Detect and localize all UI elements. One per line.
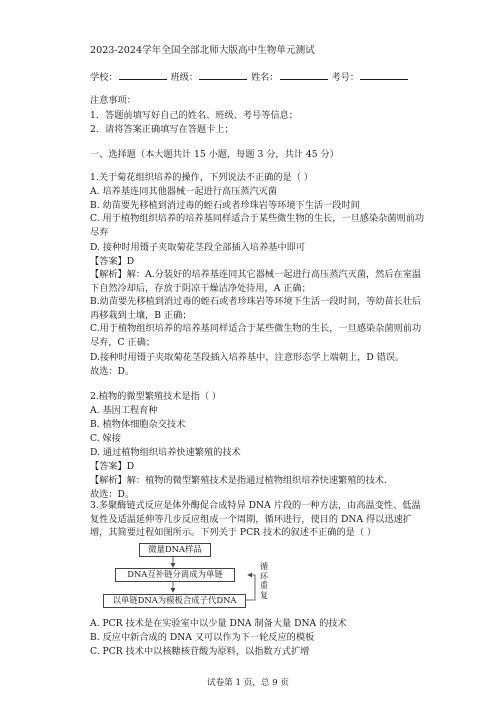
diagram-box-denature: DNA互补链分离成为单链 bbox=[115, 568, 235, 582]
q1-explanation-b: B.幼苗要先移植到消过毒的蛭石或者珍珠岩等环境下生活一段时间，等幼苗长壮后再移栽到土壤，B 正确； bbox=[90, 296, 422, 321]
student-info-line bbox=[90, 70, 409, 84]
q2-explanation: 【解析】解：植物的微型繁殖技术是指通过植物组织培养快速繁殖的技术． bbox=[90, 475, 394, 486]
notes-heading: 注意事项： bbox=[90, 95, 136, 106]
q2-conclusion: 故选：D。 bbox=[90, 489, 135, 500]
q3-stem: 3.多聚酶链式反应是体外酶促合成特异 DNA 片段的一种方法，由高温变性、低温复性及适温延伸等几步反应组成一个周期，循环进行，使目的 DNA 得以迅速扩增，其简要过程如图所示。下列关于 PCR 技术的叙述不正确的是（ ） bbox=[90, 500, 421, 538]
school-blank[interactable] bbox=[119, 70, 167, 80]
diagram-box-sample: 微量DNA样品 bbox=[139, 543, 211, 557]
q3-option-b: B. 反应中新合成的 DNA 又可以作为下一轮反应的模板 bbox=[90, 632, 315, 643]
q1-option-b: B. 幼苗要先移植到消过毒的蛭石或者珍珠岩等环境下生活一段时间 bbox=[90, 200, 360, 211]
name-blank[interactable] bbox=[280, 70, 328, 80]
q1-conclusion: 故选：D。 bbox=[90, 366, 135, 377]
loop-arrow bbox=[245, 575, 255, 600]
q2-option-a: A. 基因工程育种 bbox=[90, 405, 158, 416]
q1-option-a: A. 培养基连同其他器械一起进行高压蒸汽灭菌 bbox=[90, 186, 278, 197]
name-label: 姓名： bbox=[250, 72, 279, 83]
q1-option-c: C. 用于植物组织培养的培养基同样适合于某些微生物的生长，一旦感染杂菌则前功尽弃 bbox=[90, 213, 425, 238]
document-title: 2023-2024学年全国全部北师大版高中生物单元测试 bbox=[90, 45, 315, 56]
class-blank[interactable] bbox=[199, 70, 247, 80]
section-heading: 一、选择题（本大题共计 15 小题，每题 3 分，共计 45 分） bbox=[90, 149, 339, 160]
class-label: 班级： bbox=[170, 72, 199, 83]
diagram-box-synthesis: 以单链DNA为模板合成子代DNA bbox=[103, 594, 246, 608]
q1-stem: 1.关于菊花组织培养的操作，下列说法不正确的是（ ） bbox=[90, 172, 313, 183]
q1-option-d: D. 接种时用镊子夹取菊花茎段全部插入培养基中即可 bbox=[90, 242, 306, 253]
exam-no-blank[interactable] bbox=[360, 70, 408, 80]
q2-answer: 【答案】D bbox=[90, 461, 135, 472]
q2-option-b: B. 植物体细胞杂交技术 bbox=[90, 419, 186, 430]
q1-explanation-c: C.用于植物组织培养的培养基同样适合于某些微生物的生长，一旦感染杂菌则前功尽弃，C 正确； bbox=[90, 323, 422, 348]
school-label: 学校： bbox=[90, 72, 118, 83]
q2-option-c: C. 嫁接 bbox=[90, 433, 121, 444]
exam-no-label: 考号： bbox=[331, 72, 360, 83]
q3-option-c: C. PCR 技术中以核糖核苷酸为原料，以指数方式扩增 bbox=[90, 646, 310, 657]
pcr-flow-diagram bbox=[103, 543, 283, 609]
note-item-1: 1．答题前填写好自己的姓名、班级、考号等信息； bbox=[90, 110, 298, 121]
q2-stem: 2.植物的微型繁殖技术是指（ ） bbox=[90, 391, 222, 402]
q1-answer: 【答案】D bbox=[90, 256, 135, 267]
q1-explanation-a: 【解析】解：A.分装好的培养基连同其它器械一起进行高压蒸汽灭菌，然后在室温下自然冷却后，存放于阴凉干燥洁净处待用，A 正确； bbox=[90, 269, 422, 294]
q1-explanation-d: D.接种时用镊子夹取菊花茎段插入培养基中，注意形态学上端朝上，D 错误。 bbox=[90, 352, 405, 363]
page-footer: 试卷第 1 页，总 9 页 bbox=[206, 678, 290, 688]
q2-option-d: D. 通过植物组织培养快速繁殖的技术 bbox=[90, 447, 241, 458]
q3-option-a: A. PCR 技术是在实验室中以少量 DNA 制备大量 DNA 的技术 bbox=[90, 618, 347, 629]
diagram-loop-label: 循环重复 bbox=[260, 562, 268, 600]
note-item-2: 2．请将答案正确填写在答题卡上； bbox=[90, 124, 234, 135]
